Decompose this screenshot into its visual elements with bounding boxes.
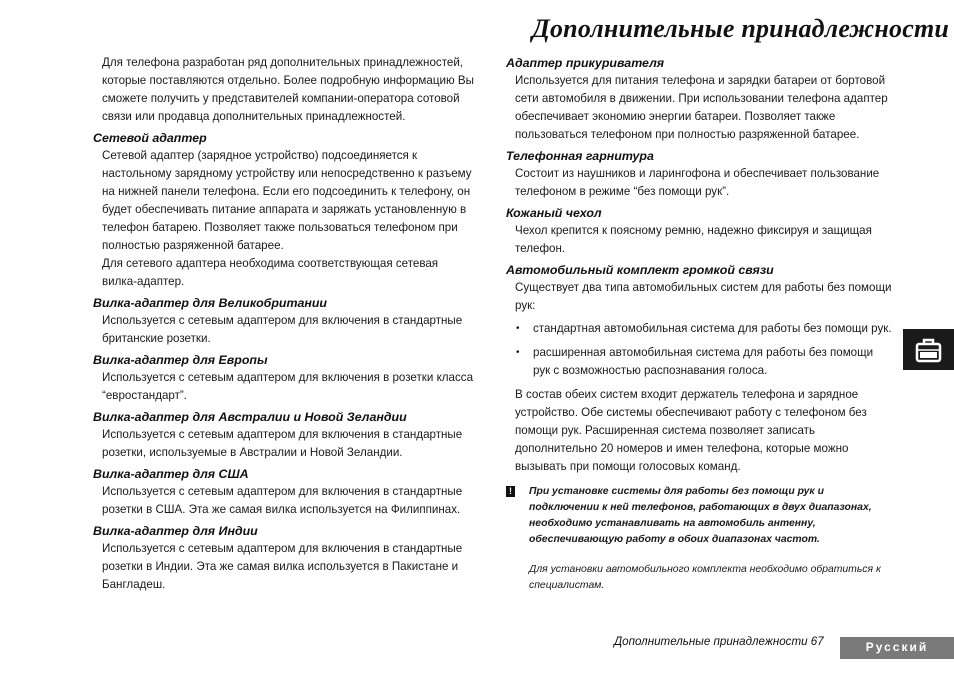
- note-bold-text: При установке системы для работы без помощи рук и подключении к ней телефонов, работающих в двух диапазонах, необходимо устанавливать на автомобиль антенну, обеспечивающую работу в обоих диапазонах частот.: [529, 486, 872, 545]
- section-heading: Вилка-адаптер для Великобритании: [93, 296, 328, 310]
- section-text: Используется с сетевым адаптером для включения в стандартные розетки, используемые в Австралии и Новой Зеландии.: [102, 428, 463, 459]
- note-plain-text: Для установки автомобильного комплекта необходимо обратиться к специалистам.: [529, 564, 881, 591]
- section-text: Существует два типа автомобильных систем для работы без помощи рук:: [515, 281, 892, 312]
- page-footer: Дополнительные принадлежности 67: [614, 635, 824, 648]
- bullet-icon: •: [516, 323, 520, 334]
- section-text: Состоит из наушников и ларингофона и обеспечивает пользование телефоном в режиме “без помощи рук”.: [515, 167, 880, 198]
- bullet-list: [515, 320, 893, 380]
- section-heading: Сетевой адаптер: [93, 131, 207, 145]
- right-column: [506, 54, 893, 594]
- section-heading: Вилка-адаптер для США: [93, 467, 249, 481]
- warning-note: [509, 484, 893, 594]
- left-column: [93, 54, 474, 594]
- section-heading: Кожаный чехол: [506, 206, 602, 220]
- section-text: Для сетевого адаптера необходима соответствующая сетевая вилка-адаптер.: [102, 257, 439, 288]
- bullet-icon: •: [516, 347, 520, 358]
- warning-icon: !: [506, 486, 515, 497]
- language-tab: Русский: [840, 637, 954, 659]
- section-heading: Вилка-адаптер для Европы: [93, 353, 268, 367]
- section-text: Сетевой адаптер (зарядное устройство) подсоединяется к настольному зарядному устройству или непосредственно к разъему на нижней панели телефона. Если его подсоединить к телефону, он будет обеспечивать питание аппарата и заряжать установленную в телефон батарею. Позволяет также пользоваться телефоном при полностью разряженной батарее.: [102, 149, 472, 252]
- intro-paragraph: Для телефона разработан ряд дополнительных принадлежностей, которые поставляются отдельно. Более подробную информацию Вы сможете получить у представителей компании-оператора сотовой связи или продавца дополнительных принадлежностей.: [102, 56, 474, 123]
- section-heading: Адаптер прикуривателя: [506, 56, 665, 70]
- section-heading: Автомобильный комплект громкой связи: [506, 263, 774, 277]
- section-text: Используется с сетевым адаптером для включения в розетки класса “евростандарт”.: [102, 371, 474, 402]
- side-tab: [903, 329, 954, 370]
- section-text: Используется с сетевым адаптером для включения в стандартные британские розетки.: [102, 314, 463, 345]
- list-item: • расширенная автомобильная система для работы без помощи рук с возможностью распознавания голоса.: [516, 346, 874, 377]
- page-title: Дополнительные принадлежности: [532, 14, 950, 43]
- section-text: Используется для питания телефона и зарядки батареи от бортовой сети автомобиля в движении. При использовании телефона адаптер обеспечивает экономию энергии батареи. Позволяет также пользоваться телефоном при полностью разряженной батарее.: [515, 74, 888, 141]
- section-heading: Вилка-адаптер для Индии: [93, 524, 258, 538]
- section-heading: Вилка-адаптер для Австралии и Новой Зеландии: [93, 410, 407, 424]
- section-text: Чехол крепится к поясному ремню, надежно фиксируя и защищая телефон.: [515, 224, 872, 255]
- section-heading: Телефонная гарнитура: [506, 149, 654, 163]
- section-text: В состав обеих систем входит держатель телефона и зарядное устройство. Обе системы обеспечивают работу с телефоном без помощи рук. Расширенная система позволяет записать дополнительно 20 номеров и имен телефона, которые можно вызывать при помощи голосовых команд.: [515, 388, 867, 473]
- section-text: Используется с сетевым адаптером для включения в стандартные розетки в США. Эта же самая вилка используется на Филиппинах.: [102, 485, 463, 516]
- list-item: • стандартная автомобильная система для работы без помощи рук.: [515, 320, 893, 338]
- section-text: Используется с сетевым адаптером для включения в стандартные розетки в Индии. Эта же самая вилка используется в Пакистане и Бангладеш.: [102, 542, 463, 591]
